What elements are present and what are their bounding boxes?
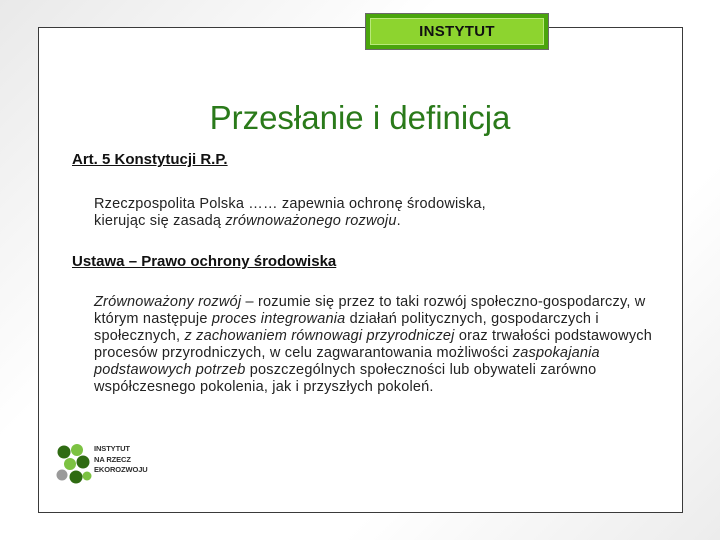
law-text-3: oraz trwałości podstawowych procesów przyrodniczych, w celu zagwarantowania możliwości (94, 328, 652, 361)
institute-tag-inner (370, 18, 544, 45)
constitution-line-1: Rzeczpospolita Polska …… zapewnia ochronę środowiska, (94, 196, 486, 212)
law-term: Zrównoważony rozwój (94, 294, 242, 310)
law-paragraph (94, 294, 654, 396)
law-emphasis-3: zaspokajania podstawowych potrzeb (94, 345, 600, 378)
logo-line-1: INSTYTUT (94, 444, 130, 453)
institute-logo (55, 440, 155, 488)
logo-line-2: NA RZECZ (94, 454, 131, 464)
logo-mark-icon (55, 440, 93, 488)
institute-tag (365, 13, 549, 50)
constitution-paragraph (94, 196, 654, 230)
law-emphasis-1: proces integrowania (211, 311, 346, 327)
constitution-line-2c: . (396, 213, 401, 229)
logo-wordmark (94, 444, 148, 476)
slide-title: Przesłanie i definicja (209, 99, 511, 136)
constitution-line-2a: kierując się zasadą (94, 213, 226, 229)
law-text-2: działań politycznych, gospodarczych i społecznych, (94, 311, 599, 344)
section-heading-law: Ustawa – Prawo ochrony środowiska (72, 253, 337, 270)
law-text-4: poszczególnych społeczności lub obywateli zarówno współczesnego pokolenia, jak i przyszłych pokoleń. (94, 362, 597, 395)
institute-tag-label: INSTYTUT (419, 23, 495, 40)
constitution-term: zrównoważonego rozwoju (225, 213, 397, 229)
section-heading-constitution: Art. 5 Konstytucji R.P. (72, 151, 228, 168)
logo-line-3: EKOROZWOJU (94, 465, 148, 474)
law-text-1: – rozumie się przez to taki rozwój społeczno-gospodarczy, w którym następuje (94, 294, 646, 327)
law-emphasis-2: z zachowaniem równowagi przyrodniczej (184, 328, 455, 344)
